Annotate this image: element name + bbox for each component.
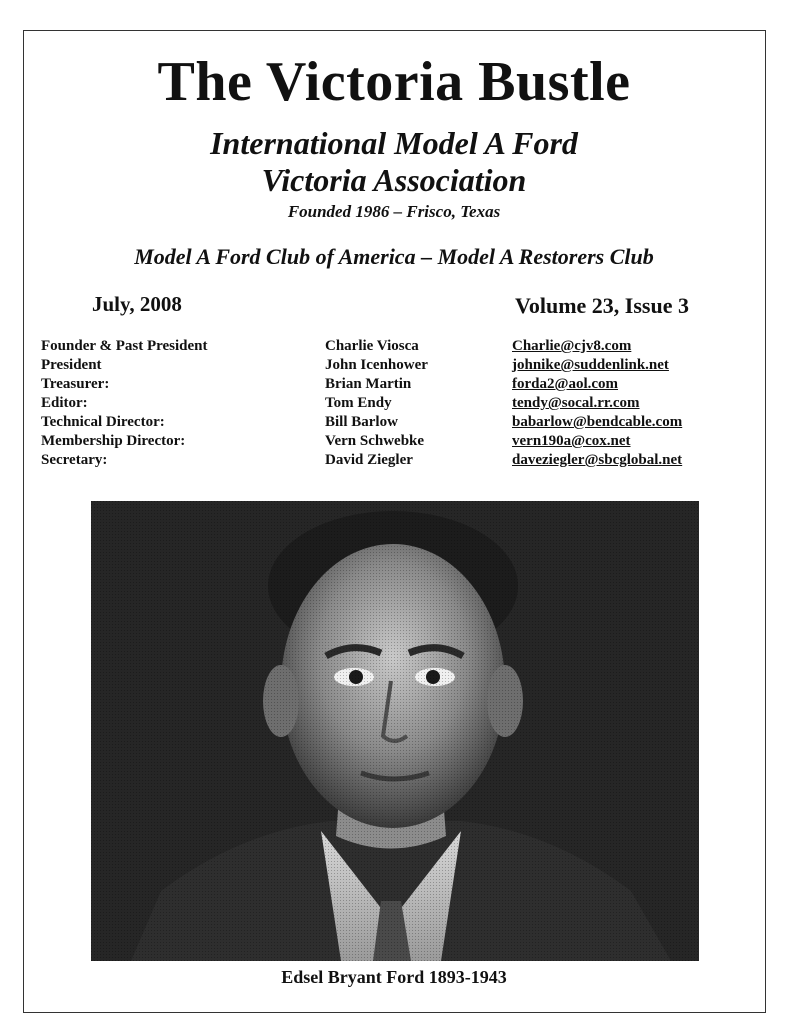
officer-email-link[interactable]: babarlow@bendcable.com	[512, 414, 683, 430]
officer-name: Vern Schwebke	[325, 433, 425, 449]
newsletter-title: The Victoria Bustle	[157, 51, 631, 113]
officer-name: John Icenhower	[325, 357, 428, 373]
photo-caption: Edsel Bryant Ford 1893-1943	[281, 967, 507, 987]
officer-role: Secretary:	[41, 452, 108, 468]
officer-email-link[interactable]: vern190a@cox.net	[512, 433, 631, 449]
affiliated-clubs: Model A Ford Club of America – Model A Restorers Club	[134, 244, 654, 269]
officer-name: David Ziegler	[325, 452, 413, 468]
officer-role: President	[41, 357, 102, 373]
officer-role: Technical Director:	[41, 414, 165, 430]
officer-row	[0, 356, 788, 375]
officer-name: Bill Barlow	[325, 414, 398, 430]
officer-email-link[interactable]: forda2@aol.com	[512, 376, 619, 392]
issue-volume: Volume 23, Issue 3	[515, 293, 689, 318]
officer-role: Treasurer:	[41, 376, 110, 392]
officer-row	[0, 451, 788, 470]
officer-email-link[interactable]: daveziegler@sbcglobal.net	[512, 452, 683, 468]
founded-line: Founded 1986 – Frisco, Texas	[287, 202, 501, 221]
officer-role: Editor:	[41, 395, 88, 411]
association-name-line2: Victoria Association	[261, 162, 527, 198]
portrait-illustration	[91, 501, 699, 961]
officer-row	[0, 432, 788, 451]
officer-email-link[interactable]: johnike@suddenlink.net	[512, 357, 669, 373]
association-name-line1: International Model A Ford	[210, 125, 578, 161]
officer-name: Brian Martin	[325, 376, 412, 392]
officer-row	[0, 375, 788, 394]
officer-row	[0, 394, 788, 413]
officer-email-link[interactable]: Charlie@cjv8.com	[512, 338, 632, 354]
officer-email-link[interactable]: tendy@socal.rr.com	[512, 395, 640, 411]
portrait-photo	[91, 501, 699, 961]
officer-name: Charlie Viosca	[325, 338, 419, 354]
officer-role: Membership Director:	[41, 433, 186, 449]
officer-row	[0, 337, 788, 356]
officer-row	[0, 413, 788, 432]
officer-role: Founder & Past President	[41, 338, 208, 354]
officer-name: Tom Endy	[325, 395, 392, 411]
issue-date: July, 2008	[92, 292, 182, 316]
